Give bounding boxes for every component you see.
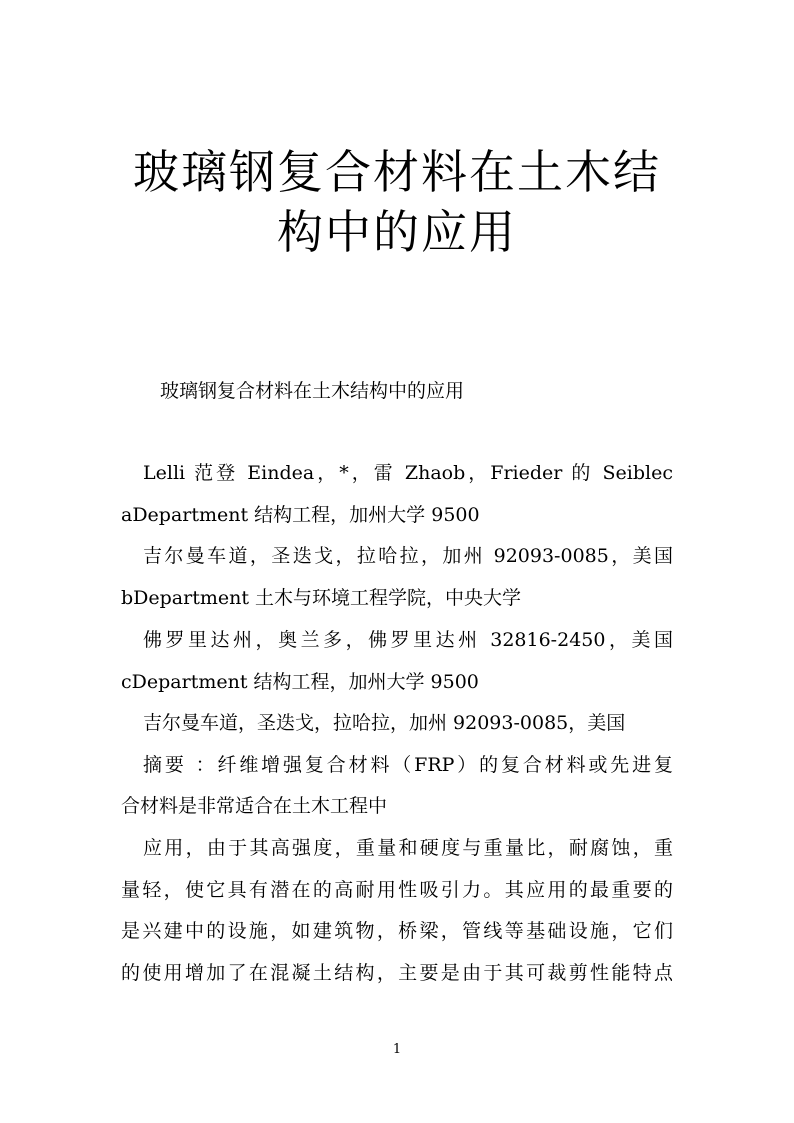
title-line-2: 构中的应用 [277,205,517,259]
title-line-1: 玻璃钢复合材料在土木结 [133,145,661,199]
document-title [120,142,674,262]
address-c-line: 吉尔曼车道，圣迭戈，拉哈拉，加州 92093-0085，美国 [143,712,626,734]
abstract-line-4: 量轻，使它具有潜在的高耐用性吸引力。其应用的最重要的 [121,879,673,901]
abstract-line-6: 的使用增加了在混凝土结构，主要是由于其可裁剪性能特点 [121,962,673,984]
affiliation-c-line: cDepartment 结构工程，加州大学 9500 [121,671,479,693]
document-subtitle: 玻璃钢复合材料在土木结构中的应用 [160,380,465,402]
abstract-line-3: 应用，由于其高强度，重量和硬度与重量比，耐腐蚀，重 [143,837,673,859]
abstract-line-1: 摘要 ：纤维增强复合材料（FRP）的复合材料或先进复 [143,754,673,776]
abstract-line-5: 是兴建中的设施，如建筑物，桥梁，管线等基础设施，它们 [121,920,673,942]
address-a-line: 吉尔曼车道，圣迭戈，拉哈拉，加州 92093-0085，美国 [143,545,673,567]
address-b-line: 佛罗里达州，奥兰多，佛罗里达州 32816-2450，美国 [143,629,673,651]
page-number: 1 [392,1042,402,1057]
authors-line: Lelli 范登 Eindea，*，雷 Zhaob，Frieder 的 Seiblec [143,462,673,484]
abstract-line-2: 合材料是非常适合在土木工程中 [121,795,388,817]
affiliation-a-line: aDepartment 结构工程，加州大学 9500 [121,504,480,526]
affiliation-b-line: bDepartment 土木与环境工程学院，中央大学 [121,587,522,609]
